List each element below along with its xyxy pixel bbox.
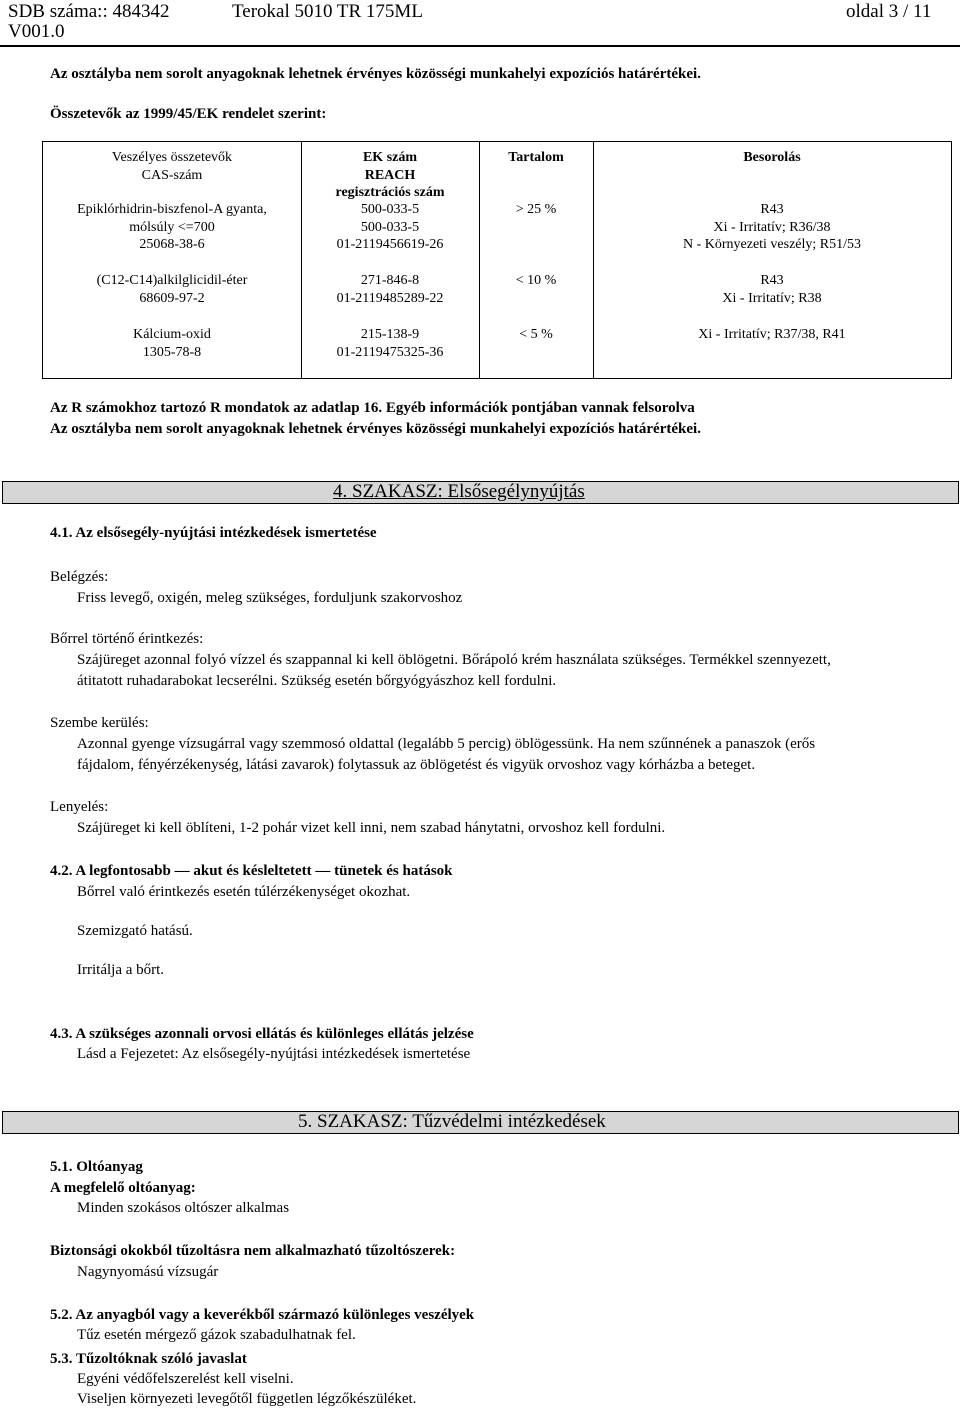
header-text: EK szám <box>362 150 418 165</box>
ingestion-label: Lenyelés: <box>50 799 109 815</box>
cell-text: Xi - Irritatív; R37/38, R41 <box>698 327 846 342</box>
cell-text: 68609-97-2 <box>139 290 205 306</box>
ingredients-heading: Összetevők az 1999/45/EK rendelet szerint: <box>50 106 327 122</box>
table-row-3-content <box>479 326 593 344</box>
header-text: Veszélyes összetevők <box>111 150 233 165</box>
version: V001.0 <box>8 21 65 42</box>
cell-text: > 25 % <box>515 202 557 217</box>
section-4-1-heading: 4.1. Az elsősegély-nyújtási intézkedések ismertetése <box>50 525 377 541</box>
skin-text-line-1: Szájüreget azonnal folyó vízzel és szappannal ki kell öblögetni. Bőrápoló krém használata szükséges. Termékkel szennyezett, <box>77 652 831 668</box>
skin-text-line-2: átitatott ruhadarabokat lecserélni. Szükség esetén bőrgyógyászhoz kell fordulni. <box>77 673 557 689</box>
suitable-agent-text: Minden szokásos oltószer alkalmas <box>77 1200 290 1216</box>
section-5-3-text-2: Viseljen környezeti levegőtől független légzőkészüléket. <box>77 1391 417 1407</box>
ingredients-table <box>42 141 952 379</box>
section-5-title: 5. SZAKASZ: Tűzvédelmi intézkedések <box>298 1111 606 1132</box>
section-4-2-heading: 4.2. A legfontosabb — akut és késleltetett — tünetek és hatások <box>50 863 453 879</box>
cell-text: R43 <box>760 202 784 217</box>
table-header-ec <box>301 149 479 202</box>
cell-text: 01-2119485289-22 <box>336 290 444 306</box>
r-note-2: Az osztályba nem sorolt anyagoknak lehetnek érvényes közösségi munkahelyi expozíciós határértékei. <box>50 421 701 437</box>
section-5-1-heading: 5.1. Oltóanyag <box>50 1159 143 1175</box>
cell-text: < 10 % <box>515 273 557 288</box>
section-5-2-heading: 5.2. Az anyagból vagy a keverékből származó különleges veszélyek <box>50 1307 475 1323</box>
cell-text: R43 <box>760 273 784 288</box>
cell-text: 01-2119456619-26 <box>336 237 444 252</box>
table-header-ingredients <box>43 149 301 184</box>
cell-text: Kálcium-oxid <box>133 327 211 342</box>
table-row-1-ec <box>301 201 479 254</box>
cell-text: Xi - Irritatív; R36/38 <box>713 219 831 235</box>
eye-label: Szembe kerülés: <box>50 715 149 731</box>
header-divider <box>0 45 960 47</box>
suitable-agent-label: A megfelelő oltóanyag: <box>50 1180 196 1196</box>
section-4-3-text: Lásd a Fejezetet: Az elsősegély-nyújtási intézkedések ismertetése <box>77 1046 471 1062</box>
section-5-3-text-1: Egyéni védőfelszerelést kell viselni. <box>77 1371 294 1387</box>
ingestion-text: Szájüreget ki kell öblíteni, 1-2 pohár vizet kell inni, nem szabad hánytatni, orvoshoz kell fordulni. <box>77 820 666 836</box>
table-row-2-ec <box>301 272 479 307</box>
table-row-1-class <box>593 201 951 254</box>
cell-text: 215-138-9 <box>360 327 420 342</box>
section-4-title: 4. SZAKASZ: Elsősegélynyújtás <box>333 481 585 502</box>
table-row-3-class <box>593 326 951 344</box>
header-text: CAS-szám <box>141 167 203 183</box>
inhalation-label: Belégzés: <box>50 569 109 585</box>
cell-text: Xi - Irritatív; R38 <box>722 290 822 306</box>
cell-text: 271-846-8 <box>360 273 420 288</box>
table-row-2-name <box>43 272 301 307</box>
header-text: regisztrációs szám <box>335 185 445 200</box>
table-row-1-content <box>479 201 593 219</box>
section-4-3-heading: 4.3. A szükséges azonnali orvosi ellátás és különleges ellátás jelzése <box>50 1026 474 1042</box>
table-header-classification <box>593 149 951 167</box>
unsuitable-agent-text: Nagynyomású vízsugár <box>77 1264 219 1280</box>
table-row-3-name <box>43 326 301 361</box>
eye-text-line-1: Azonnal gyenge vízsugárral vagy szemmosó oldattal (legalább 5 percig) öblögessünk. Ha nem szűnnének a panaszok (erős <box>77 736 816 752</box>
cell-text: Epiklórhidrin-biszfenol-A gyanta, <box>77 202 267 217</box>
cell-text: N - Környezeti veszély; R51/53 <box>682 237 862 252</box>
inhalation-text: Friss levegő, oxigén, meleg szükséges, forduljunk szakorvoshoz <box>77 590 463 606</box>
r-note: Az R számokhoz tartozó R mondatok az adatlap 16. Egyéb információk pontjában vannak felsorolva <box>50 400 695 416</box>
intro-note: Az osztályba nem sorolt anyagoknak lehetnek érvényes közösségi munkahelyi expozíciós határértékei. <box>50 66 701 82</box>
page-number: oldal 3 / 11 <box>846 1 932 22</box>
cell-text: 25068-38-6 <box>139 237 205 252</box>
table-row-2-content <box>479 272 593 290</box>
cell-text: 500-033-5 <box>360 202 420 217</box>
header-text: Besorolás <box>743 150 801 165</box>
cell-text: 01-2119475325-36 <box>336 344 444 360</box>
symptom-text-2: Szemizgató hatású. <box>77 923 193 939</box>
table-row-3-ec <box>301 326 479 361</box>
symptom-text-1: Bőrrel való érintkezés esetén túlérzékenységet okozhat. <box>77 884 411 900</box>
skin-label: Bőrrel történő érintkezés: <box>50 631 204 647</box>
table-row-1-name <box>43 201 301 254</box>
sdb-number: SDB száma:: 484342 <box>8 1 170 22</box>
section-5-3-heading: 5.3. Tűzoltóknak szóló javaslat <box>50 1351 247 1367</box>
symptom-text-3: Irritálja a bőrt. <box>77 962 165 978</box>
cell-text: 500-033-5 <box>360 219 420 235</box>
eye-text-line-2: fájdalom, fényérzékenység, látási zavarok) folytassuk az öblögetést és vigyük orvoshoz vagy kórházba a beteget. <box>77 757 756 773</box>
cell-text: mólsúly <=700 <box>129 219 215 235</box>
section-5-2-text: Tűz esetén mérgező gázok szabadulhatnak fel. <box>77 1327 356 1343</box>
cell-text: < 5 % <box>519 327 553 342</box>
cell-text: 1305-78-8 <box>142 344 202 360</box>
header-text: REACH <box>364 167 416 183</box>
cell-text: (C12-C14)alkilglicidil-éter <box>96 273 248 288</box>
header-text: Tartalom <box>508 150 564 165</box>
unsuitable-agent-label: Biztonsági okokból tűzoltásra nem alkalmazható tűzoltószerek: <box>50 1243 456 1259</box>
table-header-content <box>479 149 593 167</box>
table-row-2-class <box>593 272 951 307</box>
product-name: Terokal 5010 TR 175ML <box>232 1 423 22</box>
